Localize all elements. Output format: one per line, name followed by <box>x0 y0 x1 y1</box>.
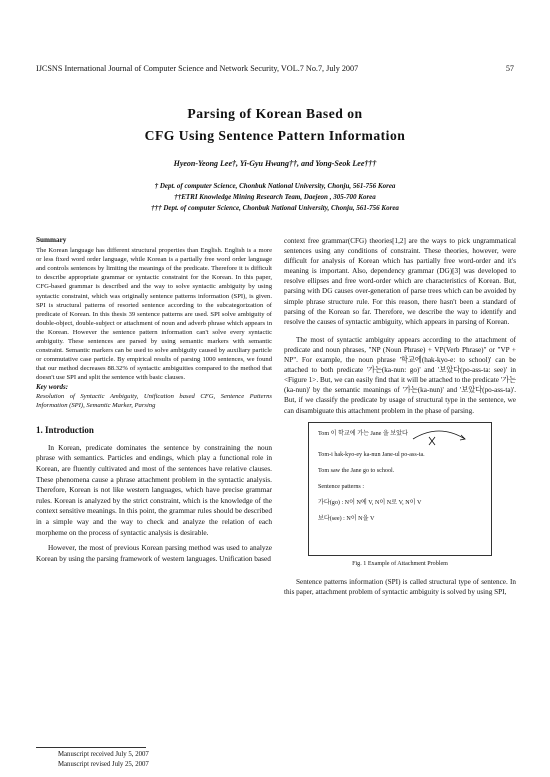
running-header <box>36 64 514 73</box>
affiliation-2: ††ETRI Knowledge Mining Research Team, Daejeon , 305-700 Korea <box>174 193 376 201</box>
right-paragraph-1: context free grammar(CFG) theories[1,2] are the ways to pick ungrammatical sentences using any conditions of constraint. These theories, however, were difficult for analysis of Korean which has partially free word-order and it's meaning is important. Also, dependency grammar (DG)[3] was developed to resolve ellipses and free word-order which are characteristics of Korean. But, parsing with DG causes over-generation of parse trees which can be avoided by simple phrase structure rule. For this reason, there hasn't been a standard of parsing of the Korean so far. Therefore, we describe the way to identify and resolve the causes of syntactic ambiguity, which appears in parsing of Korean. <box>284 237 516 326</box>
summary-text: The Korean language has different structural properties than English. English is a more or less fixed word order language, while Korean is a partially free word order language and controls sentences by limiting the meanings of the predicate. Therefore it is difficult to describe appropriate grammar or syntactic constraint for the Korean. In this paper, CFG-based grammar is described and the way to solve syntactic ambiguity by using syntactic constraint, which was originally sentence patterns information (SPI), is given. SPI is structural patterns of resorted sentence according to the subcategorization of predicate of Korean. In this thesis 39 sentence patterns are used. SPI solve ambiguity of double-object, double-subject or attachment of noun and adverb phrase which appears in the Korean. However the sentence pattern information can't solve every syntactic ambiguity. These sentences are parsed by using semantic markers with semantic constraint. Semantic markers can be used to solve ambiguity caused by auxiliary particle or commutative case particle. By empirical results of parsing 1000 sentences, we found that our method decreases 88.32% of syntactic ambiguities compared to the method that doesn't use SPI and split the sentence with basic clauses. <box>36 247 272 382</box>
paper-title <box>0 103 550 147</box>
figure-translation: Tom saw the Jane go to school. <box>318 467 395 474</box>
manuscript-revised: Manuscript revised July 25, 2007 <box>58 760 149 768</box>
figure-1 <box>308 422 492 556</box>
manuscript-received: Manuscript received July 5, 2007 <box>58 751 149 758</box>
introduction-heading: 1. Introduction <box>36 424 94 435</box>
introduction-paragraph-2: However, the most of previous Korean parsing method was used to analyze Korean by using the parsing framework of western languages. Unification based <box>36 543 272 563</box>
right-paragraph-2: The most of syntactic ambiguity appears according to the attachment of predicate and noun phrases, "NP (Noun Phrase) + VP(Verb Phrase)" or "VP + NP". For example, the noun phrase '학교에(hak-kyo-e: to school)' can be attached to both predicate '가는(ka-nun: go)' and '보았다(po-ass-ta: see)' in <Figure 1>. But, we can easily find that it will be attached to the predicate '가는(ka-nun)' by the semantic meanings of '가는(ka-nun)' and '보았다(po-ass-ta)'. But, if we classify the predicate by usage of structural type in the sentence, we can disambiguate this attachment problem in the phase of parsing. <box>284 335 516 415</box>
right-column <box>284 236 516 597</box>
affiliation-1: † Dept. of computer Science, Chonbuk National University, Chonju, 561-756 Korea <box>154 182 396 190</box>
figure-caption: Fig. 1 Example of Attachment Problem <box>352 560 448 567</box>
right-paragraph-3: Sentence patterns information (SPI) is called structural type of sentence. In this paper, attachment problem of syntactic ambiguity is solved by using SPI, <box>284 577 516 596</box>
summary-heading: Summary <box>36 236 67 244</box>
introduction-paragraph-1: In Korean, predicate dominates the sentence by constraining the noun phrase with semantics. Particles and endings, which play a functional role in Korean, are fluently cultivated and most of the sentences have relative clauses. These phenomena cause a phrase attachment problem in the syntactic analysis. Therefore, Korean is not like western languages, which have precise grammar rules. Korean is analyzed by the strict constraint, which is the knowledge of the context sensitive meanings. In this point, the grammar rules should be described in a simple way and the way to check and analyze the relation of each morpheme on the process of syntactic analysis is desirable. <box>36 442 272 537</box>
figure-pattern-go: 가다(go) : N이 N에 V, N이 N로 V, N이 V <box>318 499 422 506</box>
journal-name: IJCSNS International Journal of Computer Science and Network Security, VOL.7 No.7, July 2007 <box>36 64 359 73</box>
page-number: 57 <box>505 64 514 73</box>
affiliation-3: ††† Dept. of computer Science, Chonbuk National University, Chonju, 561-756 Korea <box>151 204 399 212</box>
footnote-divider <box>36 747 146 748</box>
keywords-heading: Key words: <box>36 382 69 391</box>
introduction-body <box>36 443 272 565</box>
figure-pattern-see: 보다(see) : N이 N을 V <box>318 515 375 522</box>
attachment-arrow-icon <box>409 425 469 449</box>
manuscript-dates <box>58 750 149 769</box>
authors: Hyeon-Yeong Lee†, Yi-Gyu Hwang††, and Yong-Seok Lee††† <box>173 159 377 168</box>
keywords-text: Resolution of Syntactic Ambiguity, Unification based CFG, Sentence Patterns Information (SPI), Semantic Marker, Parsing <box>36 392 272 409</box>
affiliations <box>0 181 550 214</box>
left-column <box>36 236 272 564</box>
figure-korean-sentence: Tom 이 학교에 가는 Jane 을 보았다 <box>318 430 408 437</box>
figure-romanization: Tom-i hak-kyo-ey ka-nun Jane-ul po-ass-ta. <box>318 451 425 458</box>
figure-patterns-label: Sentence patterns : <box>318 483 365 490</box>
title-line-2: CFG Using Sentence Pattern Information <box>144 128 406 143</box>
title-line-1: Parsing of Korean Based on <box>187 106 363 121</box>
